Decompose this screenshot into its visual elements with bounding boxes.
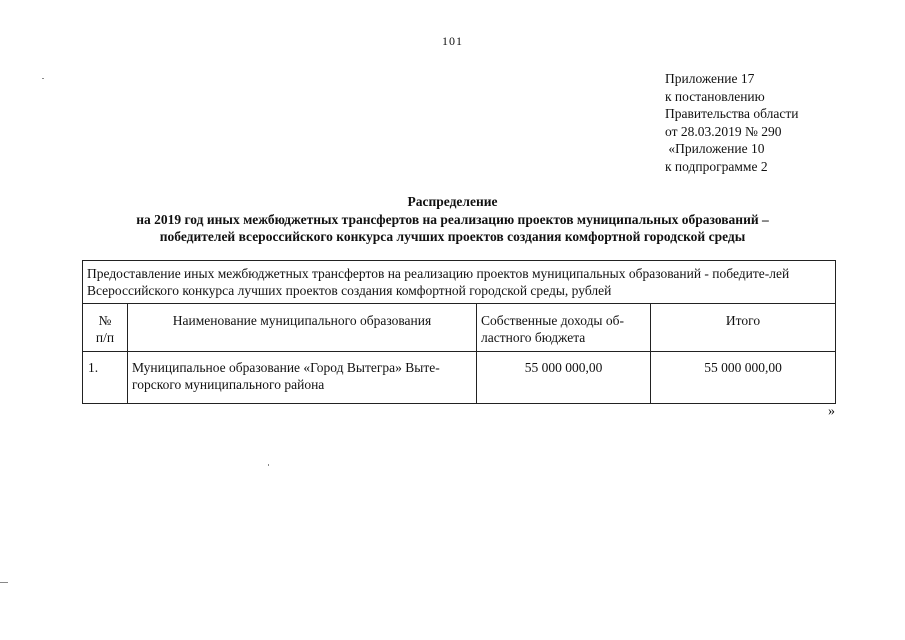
closing-quote: »	[828, 404, 835, 419]
annex-line: Правительства области	[665, 106, 799, 121]
document-title	[0, 193, 905, 246]
row-name-line: Муниципальное образование «Город Вытегра» Выте-	[132, 360, 440, 375]
annex-line: к подпрограмме 2	[665, 158, 768, 174]
title-line: Распределение	[407, 194, 498, 209]
annex-line: «Приложение 10	[665, 141, 765, 156]
table-caption: Предоставление иных межбюджетных трансфертов на реализацию проектов муниципальных образований - победите-лей Всероссийского конкурса лучших проектов создания комфортной городской среды, рублей	[83, 261, 836, 304]
row-name	[128, 352, 477, 404]
row-name-line: горского муниципального района	[132, 377, 325, 392]
scan-speck	[0, 582, 8, 583]
page-number: 101	[442, 34, 463, 48]
annex-block	[665, 70, 798, 175]
title-line: победителей всероссийского конкурса лучших проектов создания комфортной городской среды	[159, 229, 746, 244]
header-own-line: Собственные доходы об-	[481, 313, 624, 328]
annex-line: Приложение 17	[665, 71, 755, 86]
header-number	[83, 304, 128, 352]
row-own-revenue: 55 000 000,00	[477, 352, 651, 404]
header-number-line: п/п	[95, 330, 115, 345]
scan-speck	[42, 78, 44, 79]
scan-speck	[268, 464, 269, 466]
header-own-line: ластного бюджета	[481, 330, 586, 345]
annex-line: от 28.03.2019 № 290	[665, 123, 782, 139]
header-own-revenue	[477, 304, 651, 352]
annex-line: к постановлению	[665, 88, 765, 104]
header-number-line: №	[98, 313, 112, 328]
header-total: Итого	[651, 304, 836, 352]
header-name: Наименование муниципального образования	[128, 304, 477, 352]
table-row	[83, 352, 836, 404]
table-header-row	[83, 304, 836, 352]
row-total: 55 000 000,00	[651, 352, 836, 404]
title-line: на 2019 год иных межбюджетных трансфертов на реализацию проектов муниципальных образований –	[136, 211, 769, 227]
row-number: 1.	[83, 352, 128, 404]
distribution-table	[82, 260, 836, 404]
